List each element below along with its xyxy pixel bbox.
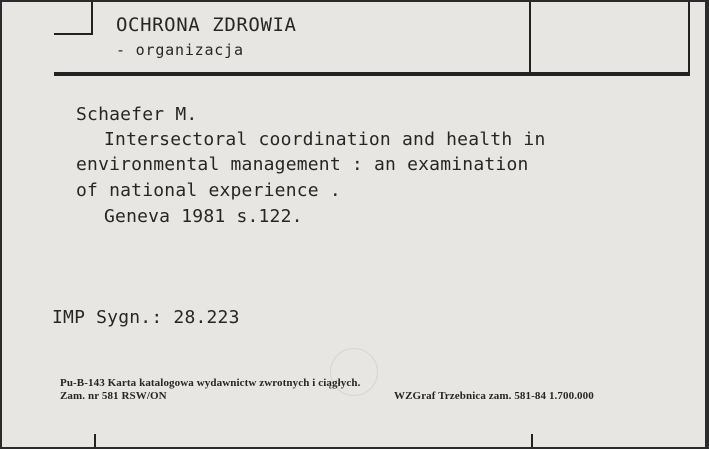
author: Schaefer M. [76,104,198,125]
subject-subheading: - organizacja [116,41,244,59]
call-number: IMP Sygn.: 28.223 [52,307,240,328]
corner-mark-horizontal [54,33,92,35]
printer-info: WZGraf Trzebnica zam. 581-84 1.700.000 [394,390,594,402]
title-line-3: of national experience . [76,180,341,201]
header-divider-right [688,2,690,72]
heading-rule [54,72,690,76]
bottom-tick-right [531,434,533,447]
form-description: Pu-B-143 Karta katalogowa wydawnictw zwrotnych i ciągłych. [60,377,361,389]
imprint: Geneva 1981 s.122. [104,206,303,227]
header-divider-left [529,2,531,72]
subject-heading: OCHRONA ZDROWIA [116,14,297,36]
order-number: Zam. nr 581 RSW/ON [60,390,167,402]
title-line-1: Intersectoral coordination and health in [104,129,546,150]
title-line-2: environmental management : an examination [76,154,529,175]
bottom-tick-left [94,434,96,447]
catalog-card [2,2,705,447]
corner-mark-vertical [91,2,93,35]
